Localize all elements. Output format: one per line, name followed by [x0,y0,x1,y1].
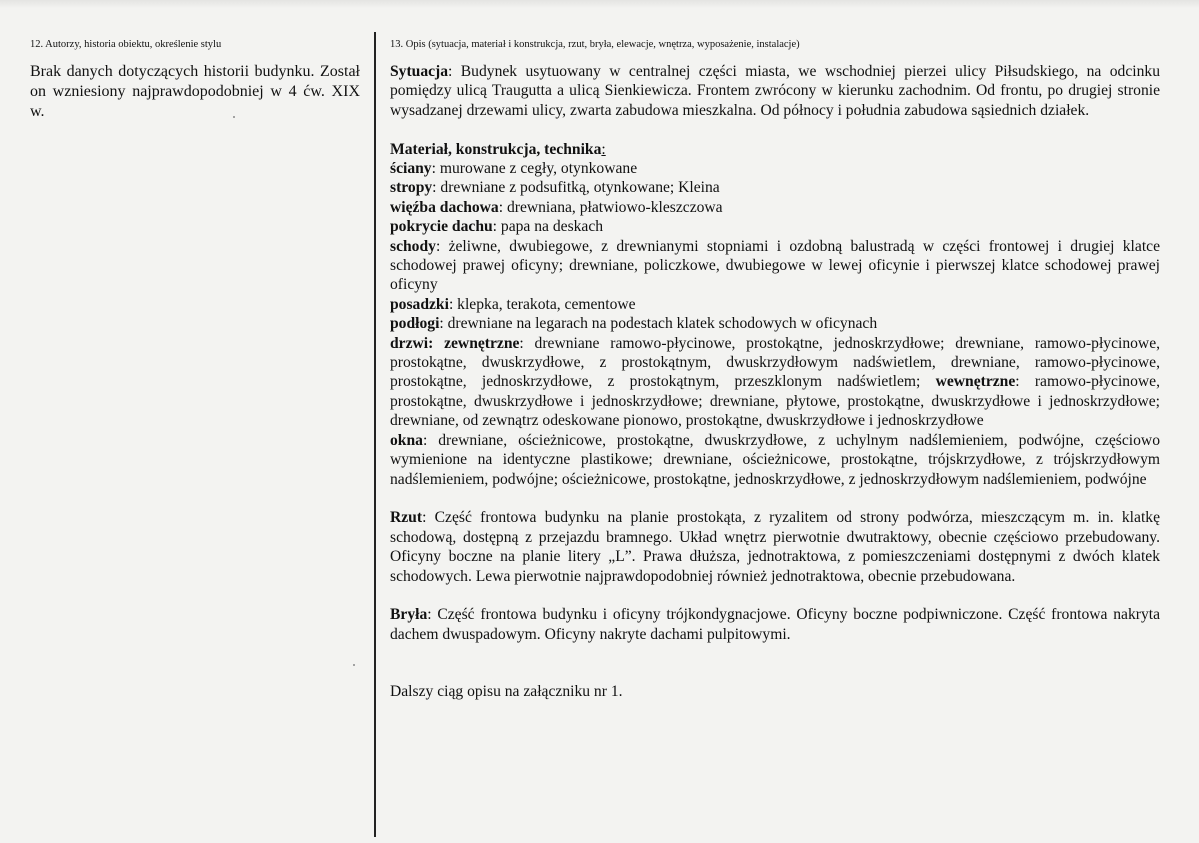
rzut-text: : Część frontowa budynku na planie prostokąta, z ryzalitem od strony podwórza, mieszczącym m. in. klatkę schodową, dostępną z przejazdu bramnego. Układ wnętrz pierwotnie dwutraktowy, obecnie częściowo przebudowany. Oficyny boczne na planie litery „L”. Prawa dłuższa, jednotraktowa, z pomieszczeniami dostępnymi z dwóch klatek schodowych. Lewa pierwotnie najprawdopodobniej również jednotraktowa, obecnie przebudowana. [390,509,1160,585]
description-column [390,38,1160,702]
material-item-floors: posadzki: klepka, terakota, cementowe [390,295,636,313]
history-header: 12. Autorzy, historia obiektu, określenie stylu [30,39,222,50]
bryla-text: : Część frontowa budynku i oficyny trójkondygnacjowe. Oficyny boczne podpiwniczone. Część frontowa nakryta dachem dwuspadowym. Oficyny nakryte dachami pulpitowymi. [390,606,1160,643]
doors-external-text: : drewniane ramowo-płycinowe, prostokątne, jednoskrzydłowe; drewniane, ramowo-płycinowe, prostokątne, dwuskrzydłowe, z prostokątnym, dwuskrzydłowym nadświetlem, drewniane, ramowo-płycinowe, prostokątne, jednoskrzydłowe, z prostokątnym, przeszklonym nadświetlem; [390,334,1161,391]
windows-text: : drewniane, ościeżnicowe, prostokątne, dwuskrzydłowe, z uchylnym nadślemieniem, podwójne, częściowo wymienione na identyczne plastikowe; drewniane, ościeżnicowe, prostokątne, trójskrzydłowe, z trójskrzydłowym nadślemieniem, podwójne; ościeżnicowe, prostokątne, jednoskrzydłowe, z jednoskrzydłowym nadślemieniem, podwójne [390,431,1160,488]
sytuacja-paragraph [390,62,1160,120]
rzut-label: Rzut [390,509,423,527]
material-heading-suffix: : [601,140,606,158]
material-heading-label: Materiał, konstrukcja, technika [390,140,602,158]
description-body [390,62,1160,702]
doors-internal-label: wewnętrzne [935,373,1016,391]
sytuacja-text: : Budynek usytuowany w centralnej części miasta, we wschodniej pierzei ulicy Piłsudskiego, na odcinku pomiędzy ulicą Traugutta a ulicą Sienkiewicza. Frontem zwrócony w kierunku zachodnim. Od frontu, po drugiej stronie wysadzanej drzewami ulicy, zwarta zabudowa mieszkalna. Od północy i południa zabudowa sąsiednich działek. [390,63,1160,119]
material-item-ceilings: stropy: drewniane z podsufitką, otynkowane; Kleina [390,179,720,197]
rzut-paragraph [390,508,1160,586]
history-column [30,38,360,122]
doors-label: drzwi [390,334,429,352]
doors-external-label: zewnętrzne [444,334,520,352]
continuation-note: Dalszy ciąg opisu na załączniku nr 1. [390,683,623,701]
bryla-label: Bryła [390,606,428,624]
description-header: 13. Opis (sytuacja, materiał i konstrukcja, rzut, bryła, elewacje, wnętrza, wyposażenie, instalacje) [390,39,800,50]
history-text: Brak danych dotyczących historii budynku. Został on wzniesiony najprawdopodobniej w 4 ćw. XIX w. [30,63,360,120]
material-heading [390,140,1160,159]
bryla-paragraph [390,605,1160,644]
material-item-roof-truss: więźba dachowa: drewniana, płatwiowo-kleszczowa [390,198,723,216]
scan-speck [233,116,235,118]
doors-internal-text: : ramowo-płycinowe, prostokątne, dwuskrzydłowe i jednoskrzydłowe; drewniane, płytowe, prostokątne, dwuskrzydłowe i jednoskrzydłowe; drewniane, od zewnątrz odeskowane pionowo, prostokątne, dwuskrzydłowe i jednoskrzydłowe [390,373,1160,430]
page-edge [0,0,1199,8]
material-item-roofing: pokrycie dachu: papa na deskach [390,218,604,236]
scan-speck [353,664,355,666]
material-item-walls: ściany: murowane z cegły, otynkowane [390,160,638,178]
material-item-windows [390,431,1160,489]
material-item-stairs: schody: żeliwne, dwubiegowe, z drewnianymi stopniami i ozdobną balustradą w części frontowej i drugiej klatce schodowej prawej oficyny; drewniane, policzkowe, dwubiegowe w lewej oficynie i pierwszej klatce schodowej prawej oficyny [390,237,1160,294]
material-item-doors: drzwi: zewnętrzne: drewniane ramowo-płycinowe, prostokątne, jednoskrzydłowe; drewniane, ramowo-płycinowe, prostokątne, dwuskrzydłowe, z prostokątnym, dwuskrzydłowym nadświetlem, drewniane, ramowo-płycinowe, prostokątne, jednoskrzydłowe, z prostokątnym, przeszklonym nadświetlem; wewnętrzne: ramowo-płycinowe, prostokątne, dwuskrzydłowe i jednoskrzydłowe; drewniane, płytowe, prostokątne, dwuskrzydłowe i jednoskrzydłowe; drewniane, od zewnątrz odeskowane pionowo, prostokątne, dwuskrzydłowe i jednoskrzydłowe [390,334,1161,430]
material-item-flooring: podłogi: drewniane na legarach na podestach klatek schodowych w oficynach [390,315,878,333]
column-divider [374,32,376,837]
sytuacja-label: Sytuacja [390,63,449,80]
windows-label: okna [390,431,423,449]
